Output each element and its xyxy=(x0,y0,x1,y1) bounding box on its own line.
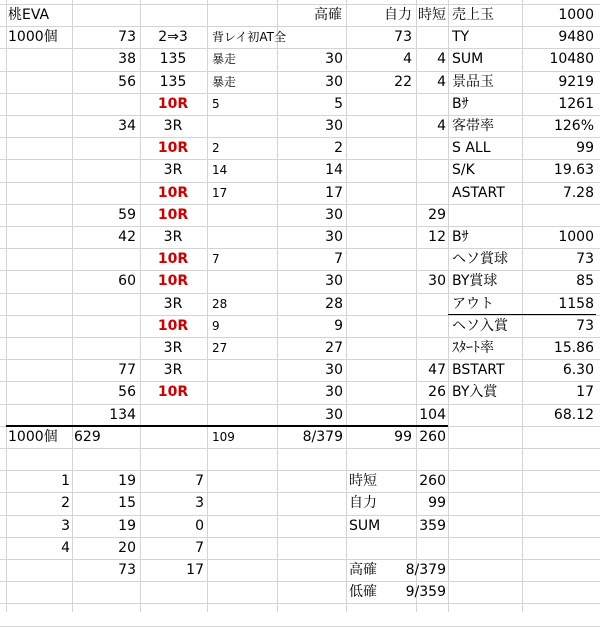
stats-label: 売上玉 xyxy=(452,7,494,23)
cell-jiriki: 4 xyxy=(403,51,412,68)
stats-value xyxy=(524,204,594,226)
bottom-value-b: 19 xyxy=(118,473,136,490)
cell-rounds: 10R xyxy=(157,140,189,157)
stats-label: ヘソ賞球 xyxy=(452,251,508,268)
cell-note: 5 xyxy=(212,96,220,111)
summary-label: 自力 xyxy=(349,495,377,512)
cell-rounds: 3R xyxy=(163,118,183,134)
header-kakuhen: 高確 xyxy=(314,7,342,23)
cell-rounds: 135 xyxy=(159,51,187,68)
stats-value: 19.63 xyxy=(553,162,594,179)
cell-jiriki xyxy=(348,226,412,248)
stats-value: 68.12 xyxy=(553,406,594,423)
totals-note: 109 xyxy=(212,429,235,444)
stats-label: Bｻ xyxy=(452,229,469,245)
stats-value: 1000 xyxy=(558,229,594,245)
stats-label: ｽﾀｰﾄ率 xyxy=(452,340,494,356)
stats-value: 10480 xyxy=(549,51,594,68)
cell-note: 暴走 xyxy=(212,52,237,67)
cell-jiriki xyxy=(348,248,412,270)
bottom-value-c: 3 xyxy=(195,495,204,512)
cell-jitan: 30 xyxy=(428,273,446,290)
summary-value: 9/359 xyxy=(405,584,446,601)
cell-rounds: 10R xyxy=(157,206,189,223)
cell-jiriki xyxy=(348,182,412,204)
stats-label: 景品玉 xyxy=(452,73,494,90)
cell-spins: 73 xyxy=(118,29,136,46)
stats-label xyxy=(452,204,522,226)
cell-kakuhen: 30 xyxy=(325,362,343,379)
stats-label: SUM xyxy=(452,51,484,68)
cell-jitan xyxy=(414,159,446,181)
grid-row-line xyxy=(0,581,600,582)
cell-kakuhen: 2 xyxy=(334,140,343,157)
cell-jitan: 26 xyxy=(428,384,446,401)
summary-label: 高確 xyxy=(349,562,377,578)
cell-kakuhen: 5 xyxy=(334,95,343,112)
stats-label xyxy=(452,404,522,426)
cell-jiriki: 22 xyxy=(394,73,412,90)
bottom-value-c: 7 xyxy=(195,539,204,556)
cell-jitan xyxy=(414,182,446,204)
cell-spins: 77 xyxy=(118,362,136,379)
cell-jitan xyxy=(414,137,446,159)
cell-jitan xyxy=(414,26,446,48)
cell-note: 7 xyxy=(212,252,220,267)
cell-spins xyxy=(74,293,136,315)
stats-label: S/K xyxy=(452,162,475,179)
cell-rounds: 10R xyxy=(157,95,189,112)
cell-rounds: 3R xyxy=(163,295,183,312)
cell-kakuhen: 7 xyxy=(334,251,343,268)
grid-row-line xyxy=(0,603,600,604)
summary-value: 260 xyxy=(419,473,446,490)
cell-jitan: 4 xyxy=(437,73,446,90)
cell-spins: 42 xyxy=(118,229,136,245)
cell-rounds: 3R xyxy=(163,340,183,356)
cell-jitan xyxy=(414,248,446,270)
cell-jiriki xyxy=(348,315,412,337)
cell-note: 背レイ初AT全 xyxy=(212,30,287,45)
summary-value: 359 xyxy=(419,517,446,534)
cell-kakuhen: 14 xyxy=(325,162,343,179)
bottom-index: 3 xyxy=(61,517,70,534)
totals-jiriki: 99 xyxy=(394,428,412,445)
cell-spins xyxy=(74,159,136,181)
cell-jiriki xyxy=(348,159,412,181)
bottom-value-b: 20 xyxy=(118,539,136,556)
cell-jiriki xyxy=(348,381,412,403)
bottom-index: 4 xyxy=(61,539,70,556)
unit-label: 1000個 xyxy=(8,29,58,46)
stats-label: BY入賞 xyxy=(452,384,498,401)
cell-rounds xyxy=(142,404,204,426)
cell-spins xyxy=(74,182,136,204)
cell-kakuhen: 30 xyxy=(325,273,343,290)
header-jiriki: 自力 xyxy=(384,7,412,23)
cell-kakuhen: 30 xyxy=(325,51,343,68)
cell-kakuhen: 30 xyxy=(325,118,343,134)
cell-spins: 134 xyxy=(109,406,136,423)
cell-rounds: 10R xyxy=(157,251,189,268)
summary-value xyxy=(378,537,446,559)
stats-label: アウト xyxy=(452,295,494,312)
summary-value: 99 xyxy=(428,495,446,512)
stats-value: 126% xyxy=(553,118,594,134)
cell-rounds: 3R xyxy=(163,162,183,179)
cell-rounds: 10R xyxy=(157,184,189,201)
stats-label: TY xyxy=(452,29,470,46)
cell-kakuhen: 27 xyxy=(325,340,343,356)
cell-spins: 60 xyxy=(118,273,136,290)
cell-jitan: 4 xyxy=(437,118,446,134)
cell-spins: 59 xyxy=(118,206,136,223)
cell-rounds: 3R xyxy=(163,362,183,379)
cell-kakuhen: 30 xyxy=(325,406,343,423)
bottom-value-b: 15 xyxy=(118,495,136,512)
stats-label: 客帯率 xyxy=(452,118,494,134)
cell-jiriki xyxy=(348,93,412,115)
bottom-index: 2 xyxy=(61,495,70,512)
stats-value: 17 xyxy=(576,384,594,401)
header-jitan: 時短 xyxy=(418,7,446,23)
cell-jitan xyxy=(414,337,446,359)
cell-jiriki xyxy=(348,137,412,159)
cell-kakuhen: 30 xyxy=(325,229,343,245)
grid-column-line xyxy=(448,0,449,612)
cell-jitan: 104 xyxy=(419,406,446,423)
cell-rounds: 2⇒3 xyxy=(158,29,188,46)
cell-rounds: 3R xyxy=(163,229,183,245)
grid-column-line xyxy=(6,0,7,612)
stats-value: 9219 xyxy=(558,73,594,90)
grid-column-line xyxy=(207,0,208,612)
cell-rounds: 10R xyxy=(157,384,189,401)
cell-note: 17 xyxy=(212,185,228,200)
cell-kakuhen: 28 xyxy=(325,295,343,312)
bottom-value-c: 7 xyxy=(195,473,204,490)
cell-jiriki xyxy=(348,204,412,226)
cell-spins: 34 xyxy=(118,118,136,134)
cell-jiriki xyxy=(348,270,412,292)
bottom-value-b: 19 xyxy=(118,517,136,534)
stats-value: 73 xyxy=(576,251,594,268)
cell-jitan xyxy=(414,93,446,115)
totals-unit: 1000個 xyxy=(8,428,58,445)
cell-rounds: 10R xyxy=(157,317,189,334)
cell-jiriki xyxy=(348,404,412,426)
stats-label: S ALL xyxy=(452,140,491,157)
summary-label: 低確 xyxy=(349,584,377,601)
cell-spins: 38 xyxy=(118,51,136,68)
cell-kakuhen: 9 xyxy=(334,317,343,334)
summary-value: 8/379 xyxy=(405,562,446,578)
stats-value: 85 xyxy=(576,273,594,290)
cell-note: 2 xyxy=(212,141,220,156)
cell-jiriki xyxy=(348,115,412,137)
cell-note: 9 xyxy=(212,318,220,333)
bottom-value-c: 17 xyxy=(186,562,204,578)
stats-value: 1158 xyxy=(558,295,594,312)
stats-value: 15.86 xyxy=(553,340,594,356)
cell-kakuhen xyxy=(279,26,343,48)
summary-label: 時短 xyxy=(349,473,377,490)
totals-kakuhen: 8/379 xyxy=(302,428,343,445)
grid-row-line xyxy=(0,626,600,627)
cell-spins: 56 xyxy=(118,73,136,90)
cell-note: 14 xyxy=(212,163,228,178)
cell-jitan: 12 xyxy=(428,229,446,245)
stats-value: 1261 xyxy=(558,95,594,112)
cell-spins: 56 xyxy=(118,384,136,401)
totals-separator xyxy=(6,425,448,427)
cell-jitan: 4 xyxy=(437,51,446,68)
cell-note: 暴走 xyxy=(212,74,237,89)
stats-value: 9480 xyxy=(558,29,594,46)
cell-kakuhen: 30 xyxy=(325,384,343,401)
grid-column-line xyxy=(140,0,141,612)
cell-jitan: 47 xyxy=(428,362,446,379)
grid-column-line xyxy=(72,0,73,612)
totals-spins: 629 xyxy=(74,428,101,445)
stats-value: 7.28 xyxy=(562,184,594,201)
cell-rounds: 10R xyxy=(157,273,189,290)
stats-label: Bｻ xyxy=(452,95,469,112)
cell-jitan xyxy=(414,315,446,337)
cell-jiriki xyxy=(348,293,412,315)
grid-row-line xyxy=(0,448,600,449)
cell-spins xyxy=(74,93,136,115)
cell-jiriki xyxy=(348,337,412,359)
stats-value: 1000 xyxy=(558,7,594,23)
cell-spins xyxy=(74,315,136,337)
cell-jitan: 29 xyxy=(428,206,446,223)
bottom-value-c: 0 xyxy=(195,517,204,534)
stats-label: BY賞球 xyxy=(452,273,498,290)
cell-kakuhen: 30 xyxy=(325,206,343,223)
stats-value: 6.30 xyxy=(562,362,594,379)
cell-note: 28 xyxy=(212,296,228,311)
cell-spins xyxy=(74,137,136,159)
cell-jiriki xyxy=(348,359,412,381)
stats-label: ASTART xyxy=(452,184,505,201)
totals-jitan: 260 xyxy=(419,428,446,445)
stats-value: 73 xyxy=(576,317,594,334)
cell-spins xyxy=(74,337,136,359)
sheet-title: 桃EVA xyxy=(8,7,50,23)
cell-note: 27 xyxy=(212,341,228,355)
stats-value: 99 xyxy=(576,140,594,157)
stats-label: BSTART xyxy=(452,362,505,379)
cell-kakuhen: 30 xyxy=(325,73,343,90)
bottom-index xyxy=(8,559,70,581)
cell-jitan xyxy=(414,293,446,315)
summary-label: SUM xyxy=(349,517,381,534)
bottom-value-b: 73 xyxy=(118,562,136,578)
cell-rounds: 135 xyxy=(159,73,187,90)
cell-spins xyxy=(74,248,136,270)
stats-label: ヘソ入賞 xyxy=(452,317,508,334)
grid-column-line xyxy=(346,0,347,612)
bottom-index: 1 xyxy=(61,473,70,490)
cell-kakuhen: 17 xyxy=(325,184,343,201)
grid-column-line xyxy=(522,0,523,612)
cell-jiriki: 73 xyxy=(394,29,412,46)
